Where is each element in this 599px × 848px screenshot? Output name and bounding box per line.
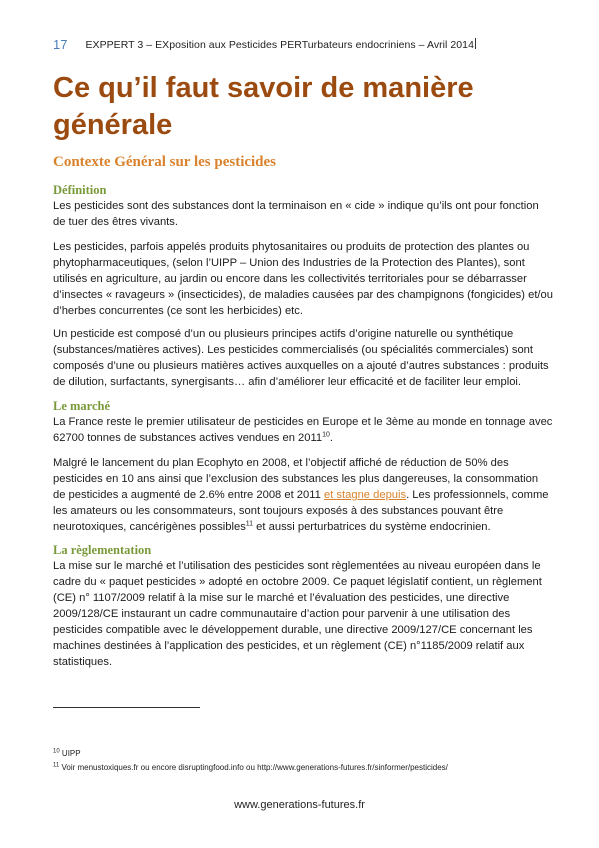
- page-title: Ce qu’il faut savoir de manière générale: [53, 72, 474, 141]
- reglementation-paragraph-1: La mise sur le marché et l’utilisation des pesticides sont règlementées au niveau européen dans le cadre du « paquet pesticides » adopté en octobre 2009. Ce paquet législatif contient, un règlement (CE) n° 1107/2009 relatif à la mise sur le marché et l’évaluation des pesticides, une directive 2009/128/CE instaurant un cadre communautaire d’action pour parvenir à une utilisation des pesticides compatible avec le développement durable, une directive 2009/127/CE concernant les machines destinées à l’application des pesticides, et un règlement (CE) n°1185/2009 relatif aux statistiques.: [53, 560, 542, 668]
- marche-paragraph-2: [53, 455, 553, 535]
- marche-paragraph-2-text-b: . Les professionnels, comme les amateurs ou les consommateurs, sont toujours exposés à des substances pouvant être neurotoxiques, cancérigènes possibles: [53, 489, 549, 533]
- footnote-text: UIPP: [61, 749, 81, 758]
- reglementation-section: [53, 543, 553, 670]
- definition-paragraph-3: Un pesticide est composé d’un ou plusieurs principes actifs d’origine naturelle ou synthétique (substances/matières actives). Les pesticides commercialisés (ou spécialités commerciales) sont composés d’une ou plusieurs matières actives auxquelles on a ajouté d’autres substances : produits de dilution, surfactants, synergisants… afin d’améliorer leur efficacité et de faciliter leur emploi.: [53, 328, 549, 388]
- footnote-10: [53, 749, 553, 758]
- footnote-separator: [53, 707, 200, 708]
- stagne-depuis-link[interactable]: et stagne depuis: [323, 489, 407, 501]
- text-cursor: [475, 38, 476, 49]
- header-title: EXPPERT 3 – EXposition aux Pesticides PERTurbateurs endocriniens – Avril 2014: [85, 39, 474, 51]
- page-header: [53, 36, 553, 54]
- definition-paragraph-2: Les pesticides, parfois appelés produits phytosanitaires ou produits de protection des plantes ou phytopharmaceutiques, (selon l’UIPP – Union des Industries de la Protection des Plantes), sont utilisés en agriculture, au jardin ou encore dans les collectivités territoriales pour se débarrasser d’insectes « ravageurs » (insecticides), de maladies causées par des champignons (fongicides) et/ou d’herbes concurrentes (ce sont les herbicides) etc.: [53, 241, 553, 317]
- definition-paragraph-3-block: [53, 326, 553, 390]
- marche-paragraph-1-text: La France reste le premier utilisateur de pesticides en Europe et le 3ème au monde en tonnage avec 62700 tonnes de substances actives vendues en 2011: [53, 416, 553, 444]
- page-number: 17: [53, 37, 68, 52]
- footnote-ref-11[interactable]: 11: [245, 520, 254, 528]
- marche-paragraph-2-text-c: et aussi perturbatrices du système endocrinien.: [253, 521, 491, 533]
- definition-heading: Définition: [53, 183, 107, 197]
- marche-paragraph-2-text-a: Malgré le lancement du plan Ecophyto en 2008, et l’objectif affiché de réduction de 50% des pesticides en 10 ans ainsi que l’exclusion des substances les plus dangereuses, la consommation de pesticides a augmenté de 2.6% entre 2008 et 2011: [53, 457, 539, 501]
- section-subtitle: Contexte Général sur les pesticides: [53, 154, 277, 170]
- footnote-11: [53, 763, 553, 772]
- footnote-number: 11: [53, 762, 60, 769]
- page-footer: [0, 799, 599, 811]
- footnote-number: 10: [53, 748, 60, 755]
- reglementation-heading: La règlementation: [53, 543, 152, 557]
- footer-url[interactable]: www.generations-futures.fr: [234, 799, 365, 811]
- footnote-ref-10[interactable]: 10: [322, 431, 330, 439]
- footnote-text: Voir menustoxiques.fr ou encore disruptingfood.info ou http://www.generations-futures.fr/sinformer/pesticides/: [61, 763, 448, 772]
- definition-section: [53, 183, 553, 230]
- marche-paragraph-2-block: [53, 455, 553, 535]
- definition-paragraph-1: Les pesticides sont des substances dont la terminaison en « cide » indique qu’ils ont pour fonction de tuer des êtres vivants.: [53, 200, 539, 228]
- marche-paragraph-1: La France reste le premier utilisateur de pesticides en Europe et le 3ème au monde en tonnage avec 62700 tonnes de substances actives vendues en 2011$^{10}$.: [53, 416, 553, 444]
- definition-paragraph-2-block: [53, 239, 553, 319]
- marche-section: [53, 399, 553, 446]
- marche-heading: Le marché: [53, 399, 111, 413]
